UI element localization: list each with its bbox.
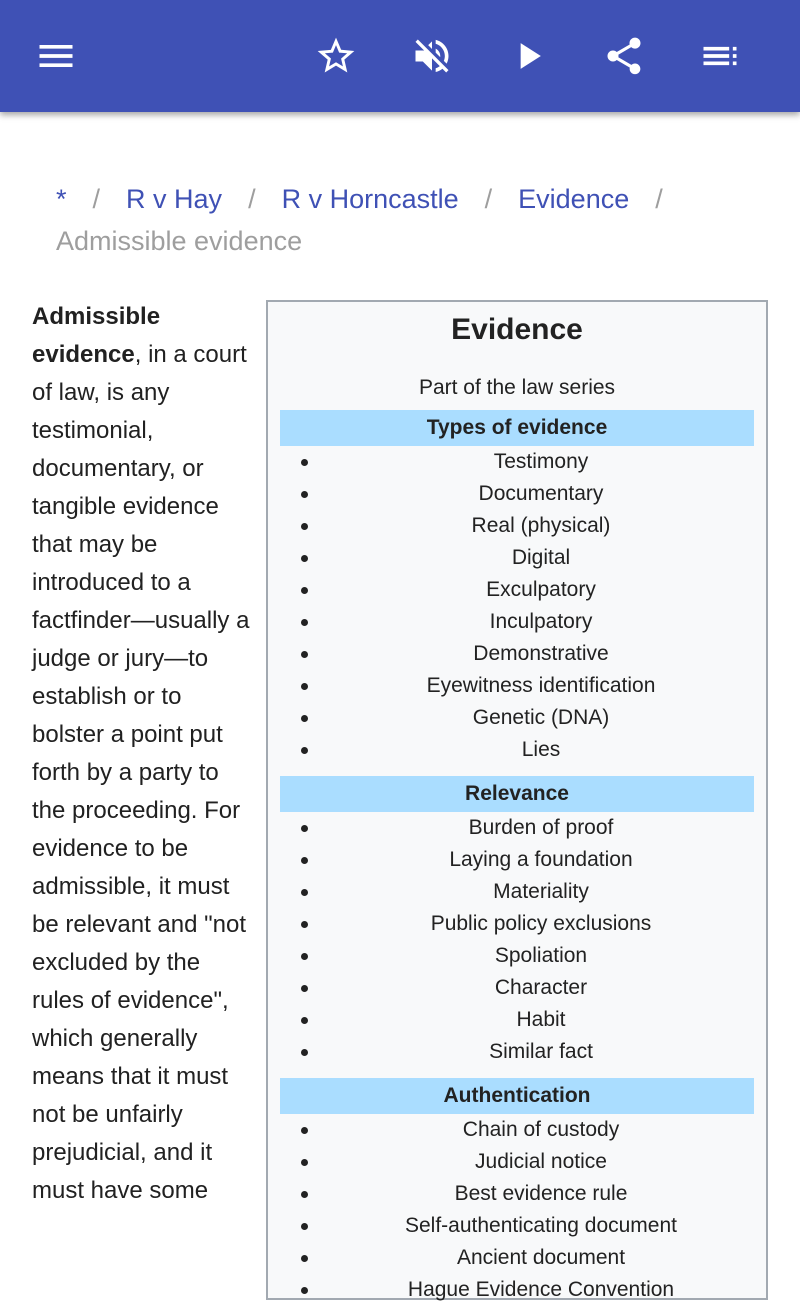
infobox-link[interactable]: Habit [516,1008,566,1031]
infobox-link[interactable]: Spoliation [494,944,588,967]
mute-button[interactable] [404,28,460,84]
infobox-list-item[interactable] [280,1210,754,1242]
infobox-link[interactable]: Best evidence rule [454,1182,628,1205]
share-button[interactable] [596,28,652,84]
bullet-icon [301,459,308,466]
bullet-icon [301,1223,308,1230]
infobox-list-item[interactable] [280,940,754,972]
infobox-link[interactable]: Documentary [478,482,604,505]
infobox-subtitle: Part of the law series [418,376,616,399]
infobox-list-item[interactable] [280,446,754,478]
infobox-link[interactable]: Digital [511,546,571,569]
infobox-link[interactable]: Self-authenticating document [404,1214,677,1237]
breadcrumb-separator: / [92,184,101,214]
bullet-icon [301,1191,308,1198]
bullet-icon [301,1255,308,1262]
breadcrumb-link-r-v-hay[interactable]: R v Hay [126,184,223,214]
infobox-link[interactable]: Laying a foundation [449,848,633,871]
article-intro [32,298,254,1210]
infobox-list-item[interactable] [280,574,754,606]
infobox [266,300,768,1300]
infobox-list-item[interactable] [280,638,754,670]
breadcrumb-separator: / [248,184,256,214]
infobox-list [280,812,754,1068]
bullet-icon [301,491,308,498]
bullet-icon [301,1287,308,1294]
bullet-icon [301,651,308,658]
breadcrumb [56,178,766,262]
infobox-list-item[interactable] [280,542,754,574]
infobox-link[interactable]: Inculpatory [489,610,593,633]
bullet-icon [301,715,308,722]
infobox-list-item[interactable] [280,972,754,1004]
infobox-title: Evidence [451,313,583,346]
menu-button[interactable] [28,28,84,84]
bullet-icon [301,555,308,562]
infobox-list-item[interactable] [280,1146,754,1178]
infobox-link[interactable]: Public policy exclusions [430,912,652,935]
breadcrumb-link-r-v-horncastle[interactable]: R v Horncastle [281,184,459,214]
article-text: , in a court of law, is any testimonial, documentary, or tangible evidence that may be introduced to a factfinder—usually a judge or jury—to establish or to bolster a point put forth by a party to the proceeding. For evidence to be admissible, it must be relevant and "not excluded by the rules of evidence", which generally means that it must not be unfairly prejudicial, and it must have some [32,341,250,1204]
infobox-section-header: Authentication [280,1078,754,1114]
bullet-icon [301,1017,308,1024]
article-term: Admissible evidence [32,303,161,368]
bullet-icon [301,889,308,896]
infobox-list-item[interactable] [280,1004,754,1036]
bullet-icon [301,1159,308,1166]
breadcrumb-separator: / [655,184,663,214]
bullet-icon [301,953,308,960]
infobox-link[interactable]: Similar fact [489,1040,593,1063]
infobox-link[interactable]: Demonstrative [473,642,609,665]
bullet-icon [301,985,308,992]
infobox-link[interactable]: Real (physical) [471,514,611,537]
play-button[interactable] [500,28,556,84]
bullet-icon [301,1049,308,1056]
infobox-link[interactable]: Testimony [493,450,589,473]
infobox-list-item[interactable] [280,876,754,908]
bullet-icon [301,523,308,530]
star-icon [314,34,358,78]
infobox-list-item[interactable] [280,1114,754,1146]
bullet-icon [301,747,308,754]
infobox-list-item[interactable] [280,606,754,638]
breadcrumb-link-home[interactable]: * [56,184,67,214]
infobox-link[interactable]: Burden of proof [468,816,614,839]
infobox-list-item[interactable] [280,1242,754,1274]
infobox-link[interactable]: Chain of custody [462,1118,620,1141]
breadcrumb-current: Admissible evidence [56,226,303,256]
infobox-list-item[interactable] [280,1274,754,1306]
menu-icon [34,34,78,78]
infobox-list-item[interactable] [280,812,754,844]
infobox-link[interactable]: Materiality [493,880,589,903]
bookmark-button[interactable] [308,28,364,84]
infobox-list-item[interactable] [280,734,754,766]
infobox-link[interactable]: Judicial notice [475,1150,607,1173]
infobox-list [280,446,754,766]
infobox-list-item[interactable] [280,478,754,510]
bullet-icon [301,587,308,594]
breadcrumb-link-evidence[interactable]: Evidence [518,184,630,214]
infobox-link[interactable]: Character [494,976,588,999]
infobox-link[interactable]: Hague Evidence Convention [407,1278,675,1301]
table-of-contents-icon [698,34,742,78]
share-icon [602,34,646,78]
infobox-list-item[interactable] [280,670,754,702]
bullet-icon [301,619,308,626]
app-toolbar [0,0,800,112]
infobox-list-item[interactable] [280,1178,754,1210]
infobox-list [280,1114,754,1306]
infobox-section-header: Relevance [280,776,754,812]
infobox-list-item[interactable] [280,844,754,876]
infobox-list-item[interactable] [280,908,754,940]
infobox-list-item[interactable] [280,702,754,734]
table-of-contents-button[interactable] [692,28,748,84]
infobox-list-item[interactable] [280,510,754,542]
bullet-icon [301,921,308,928]
infobox-link[interactable]: Genetic (DNA) [472,706,610,729]
bullet-icon [301,857,308,864]
bullet-icon [301,825,308,832]
bullet-icon [301,683,308,690]
infobox-link[interactable]: Eyewitness identification [426,674,656,697]
breadcrumb-separator: / [484,184,493,214]
infobox-list-item[interactable] [280,1036,754,1068]
infobox-link[interactable]: Ancient document [456,1246,626,1269]
infobox-link[interactable]: Exculpatory [486,578,596,601]
infobox-link[interactable]: Lies [521,738,561,761]
volume-off-icon [410,34,454,78]
infobox-section-header: Types of evidence [280,410,754,446]
bullet-icon [301,1127,308,1134]
play-icon [506,34,550,78]
